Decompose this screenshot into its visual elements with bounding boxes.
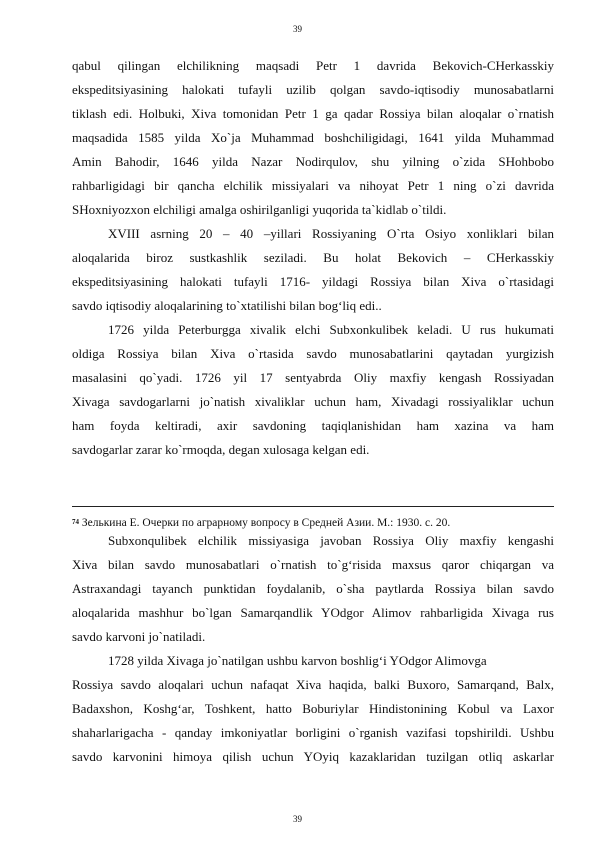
page-number-top: 39	[293, 24, 302, 34]
body-line: aloqalarida biroz sustkashlik seziladi. Bu holat Bekovich – CHerkasskiy	[72, 250, 554, 265]
body-line: Badaxshon, Koshg‘ar, Toshkent, hatto Boburiylar Hindistonining Kobul va Laxor	[72, 701, 554, 716]
body-line: 1726 yilda Peterburgga xivalik elchi Subxonkulibek keladi. U rus hukumati	[108, 322, 554, 337]
footnote-text: Зелькина Е. Очерки по аграрному вопросу в Средней Азии. М.: 1930. с. 20.	[81, 517, 451, 529]
body-line: savdo karvonini himoya qilish uchun YOyiq kazaklaridan tuzilgan otliq askarlar	[72, 749, 554, 764]
body-line: savdogarlar zarar ko`rmoqda, degan xulosaga kelgan edi.	[72, 442, 370, 457]
body-line: Astraxandagi tayanch punktidan foydalanib, o`sha paytlarda Rossiya bilan savdo	[72, 581, 554, 596]
body-line: Xiva bilan savdo munosabatlari o`rnatish to`g‘risida maxsus qaror chiqargan va	[72, 557, 554, 572]
footnote	[72, 516, 450, 530]
body-line: ekspeditsiyasining halokati tufayli 1716- yildagi Rossiya bilan Xiva o`rtasidagi	[72, 274, 554, 289]
body-line: savdo iqtisodiy aloqalarining to`xtatilishi bilan bog‘liq edi..	[72, 298, 382, 313]
body-line: maqsadida 1585 yilda Xo`ja Muhammad boshchiligidagi, 1641 yilda Muhammad	[72, 130, 554, 145]
body-line: tiklash edi. Holbuki, Xiva tomonidan Petr 1 ga qadar Rossiya bilan aloqalar o`rnatish	[72, 106, 554, 121]
footnote-separator	[72, 506, 554, 507]
body-line: 1728 yilda Xivaga jo`natilgan ushbu karvon boshlig‘i YOdgor Alimovga	[108, 653, 487, 668]
body-line: XVIII asrning 20 – 40 –yillari Rossiyaning O`rta Osiyo xonliklari bilan	[108, 226, 554, 241]
page-number-bottom: 39	[293, 814, 302, 824]
body-line: qabul qilingan elchilikning maqsadi Petr 1 davrida Bekovich-CHerkasskiy	[72, 58, 554, 73]
footnote-marker: 74	[72, 518, 79, 526]
body-line: savdo karvoni jo`natiladi.	[72, 629, 206, 644]
body-line: Xivaga savdogarlarni jo`natish xivaliklar uchun ham, Xivadagi rossiyaliklar uchun	[72, 394, 554, 409]
body-line: shaharlarigacha - qanday imkoniyatlar borligini o`rganish vazifasi topshirildi. Ushbu	[72, 725, 554, 740]
body-line: Rossiya savdo aloqalari uchun nafaqat Xiva haqida, balki Buxoro, Samarqand, Balx,	[72, 677, 554, 692]
body-line: SHoxniyozxon elchiligi amalga oshirilganligi yuqorida ta`kidlab o`tildi.	[72, 202, 447, 217]
body-line: aloqalarida mashhur bo`lgan Samarqandlik YOdgor Alimov rahbarligida Xivaga rus	[72, 605, 554, 620]
body-line: masalasini qo`yadi. 1726 yil 17 sentyabrda Oliy maxfiy kengash Rossiyadan	[72, 370, 554, 385]
body-line: Subxonqulibek elchilik missiyasiga javoban Rossiya Oliy maxfiy kengashi	[108, 533, 554, 548]
body-line: ekspeditsiyasining halokati tufayli uzilib qolgan savdo-iqtisodiy munosabatlarni	[72, 82, 554, 97]
body-line: ham foyda keltiradi, axir savdoning taqiqlanishidan ham xazina va ham	[72, 418, 554, 433]
body-line: oldiga Rossiya bilan Xiva o`rtasida savdo munosabatlarini qaytadan yurgizish	[72, 346, 554, 361]
body-line: rahbarligidagi bir qancha elchilik missiyalari va nihoyat Petr 1 ning o`zi davrida	[72, 178, 554, 193]
body-line: Amin Bahodir, 1646 yilda Nazar Nodirqulov, shu yilning o`zida SHohbobo	[72, 154, 554, 169]
